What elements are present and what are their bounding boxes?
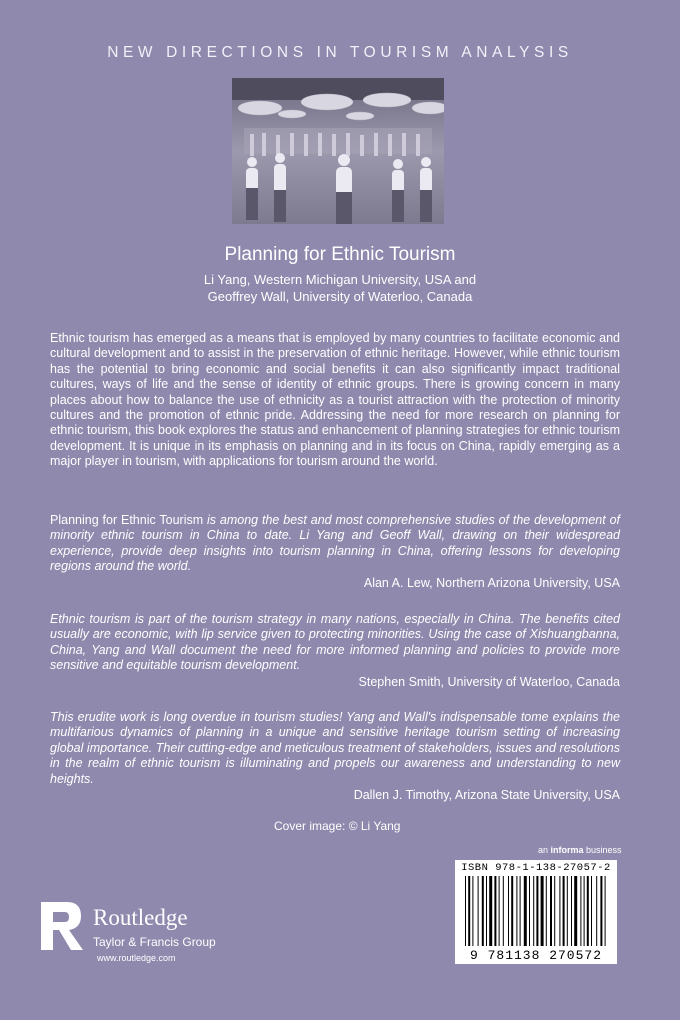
isbn-text: ISBN 978-1-138-27057-2 <box>461 862 611 874</box>
barcode-bar <box>529 876 530 946</box>
barcode-bar <box>503 876 504 946</box>
barcode-bar <box>600 876 602 946</box>
barcode-bar <box>580 876 581 946</box>
informa-prefix: an <box>538 845 551 855</box>
barcode-bar <box>605 876 606 946</box>
publisher-url[interactable]: www.routledge.com <box>97 953 176 963</box>
publisher-subtitle: Taylor & Francis Group <box>93 935 216 949</box>
barcode-bar <box>486 876 487 946</box>
book-description <box>50 331 620 470</box>
book-title: Planning for Ethnic Tourism <box>224 244 456 265</box>
series-title: NEW DIRECTIONS IN TOURISM ANALYSIS <box>107 44 573 61</box>
informa-business-tag <box>538 845 622 855</box>
quote-body: is among the best and most comprehensive studies of the development of minority ethnic tourism in China to date. Li Yang and Geoff Wall, drawing on their widespread experience, provide deep insights into tourism planning in China, offering lessons for developing regions around the world. <box>50 513 620 574</box>
barcode-bar <box>499 876 500 946</box>
barcode-bar <box>546 876 547 946</box>
barcode-bar <box>472 876 473 946</box>
dancers-image <box>232 78 444 224</box>
routledge-logo-icon <box>37 898 87 954</box>
barcode-bar <box>591 876 592 946</box>
barcode-bar <box>533 876 534 946</box>
barcode-bar <box>554 876 555 946</box>
barcode-bar <box>559 876 560 946</box>
barcode-bar <box>584 876 585 946</box>
review-attribution: Stephen Smith, University of Waterloo, Canada <box>358 674 620 689</box>
barcode-bar <box>571 876 572 946</box>
review-quote-1 <box>50 513 620 591</box>
review-quote-text <box>50 513 620 575</box>
review-quote-3 <box>50 710 620 803</box>
quoted-book-title: Planning for Ethnic Tourism <box>50 513 204 527</box>
barcode-bar <box>524 876 527 946</box>
review-attribution: Dallen J. Timothy, Arizona State University, USA <box>353 788 620 803</box>
barcode-bar <box>508 876 509 946</box>
barcode-bar <box>520 876 521 946</box>
review-quote-2 <box>50 612 620 690</box>
barcode-bar <box>550 876 552 946</box>
barcode-bar <box>516 876 517 946</box>
barcode-bar <box>482 876 484 946</box>
barcode-bar <box>563 876 565 946</box>
barcode-bar <box>536 876 538 946</box>
description-text: Ethnic tourism has emerged as a means that is employed by many countries to facilitate economic and cultural development and to assist in the preservation of ethnic heritage. However, while ethnic tourism has the potential to bring economic and social benefits it can also significantly impact traditional cultures, ways of life and the sense of identity of ethnic groups. There is growing concern in many places about how to balance the use of ethnicity as a tourist attraction with the protection of minority cultures and the promotion of ethnic pride. Addressing the need for more research on planning for ethnic tourism, this book explores the status and enhancement of planning strategies for ethnic tourism development. It is unique in its emphasis on planning and in its focus on China, rapidly emerging as a major player in tourism, with applications for tourism around the world. <box>50 331 620 469</box>
barcode-bar <box>478 876 479 946</box>
barcode-bar <box>465 876 466 946</box>
isbn-barcode <box>455 860 617 964</box>
barcode-bar <box>587 876 589 946</box>
cover-image-credit: Cover image: © Li Yang <box>274 819 401 833</box>
barcode-bar <box>567 876 568 946</box>
barcode-bar <box>574 876 577 946</box>
barcode-bar <box>596 876 597 946</box>
ean-digits: 9 781138 270572 <box>469 948 603 963</box>
barcode-bar <box>494 876 496 946</box>
authors <box>0 271 680 305</box>
publisher-name: Routledge <box>93 905 188 930</box>
review-quote-text: Ethnic tourism is part of the tourism strategy in many nations, especially in China. The benefits cited usually are economic, with lip service given to protecting minorities. Using the case of Xishuangbanna, China, Yang and Wall document the need for more informed planning and policies to provide more sensitive and equitable tourism development. <box>50 612 620 673</box>
authors-line-1: Li Yang, Western Michigan University, USA and <box>203 272 477 287</box>
authors-line-2: Geoffrey Wall, University of Waterloo, Canada <box>207 289 473 304</box>
barcode-bar <box>468 876 470 946</box>
review-attribution: Alan A. Lew, Northern Arizona University, USA <box>363 575 620 590</box>
informa-brand: informa <box>550 845 584 855</box>
informa-suffix: business <box>583 845 622 855</box>
cover-photo-dancers <box>232 78 444 224</box>
review-quote-text: This erudite work is long overdue in tourism studies! Yang and Wall's indispensable tome explains the multifarious dynamics of planning in a unique and sensitive heritage tourism setting of increasing global importance. Their cutting-edge and meticulous treatment of stakeholders, issues and resolutions in the realm of ethnic tourism is illuminating and propels our awareness and understanding to new heights. <box>50 710 620 786</box>
barcode-bar <box>489 876 492 946</box>
barcode-bar <box>541 876 544 946</box>
barcode-bar <box>511 876 513 946</box>
